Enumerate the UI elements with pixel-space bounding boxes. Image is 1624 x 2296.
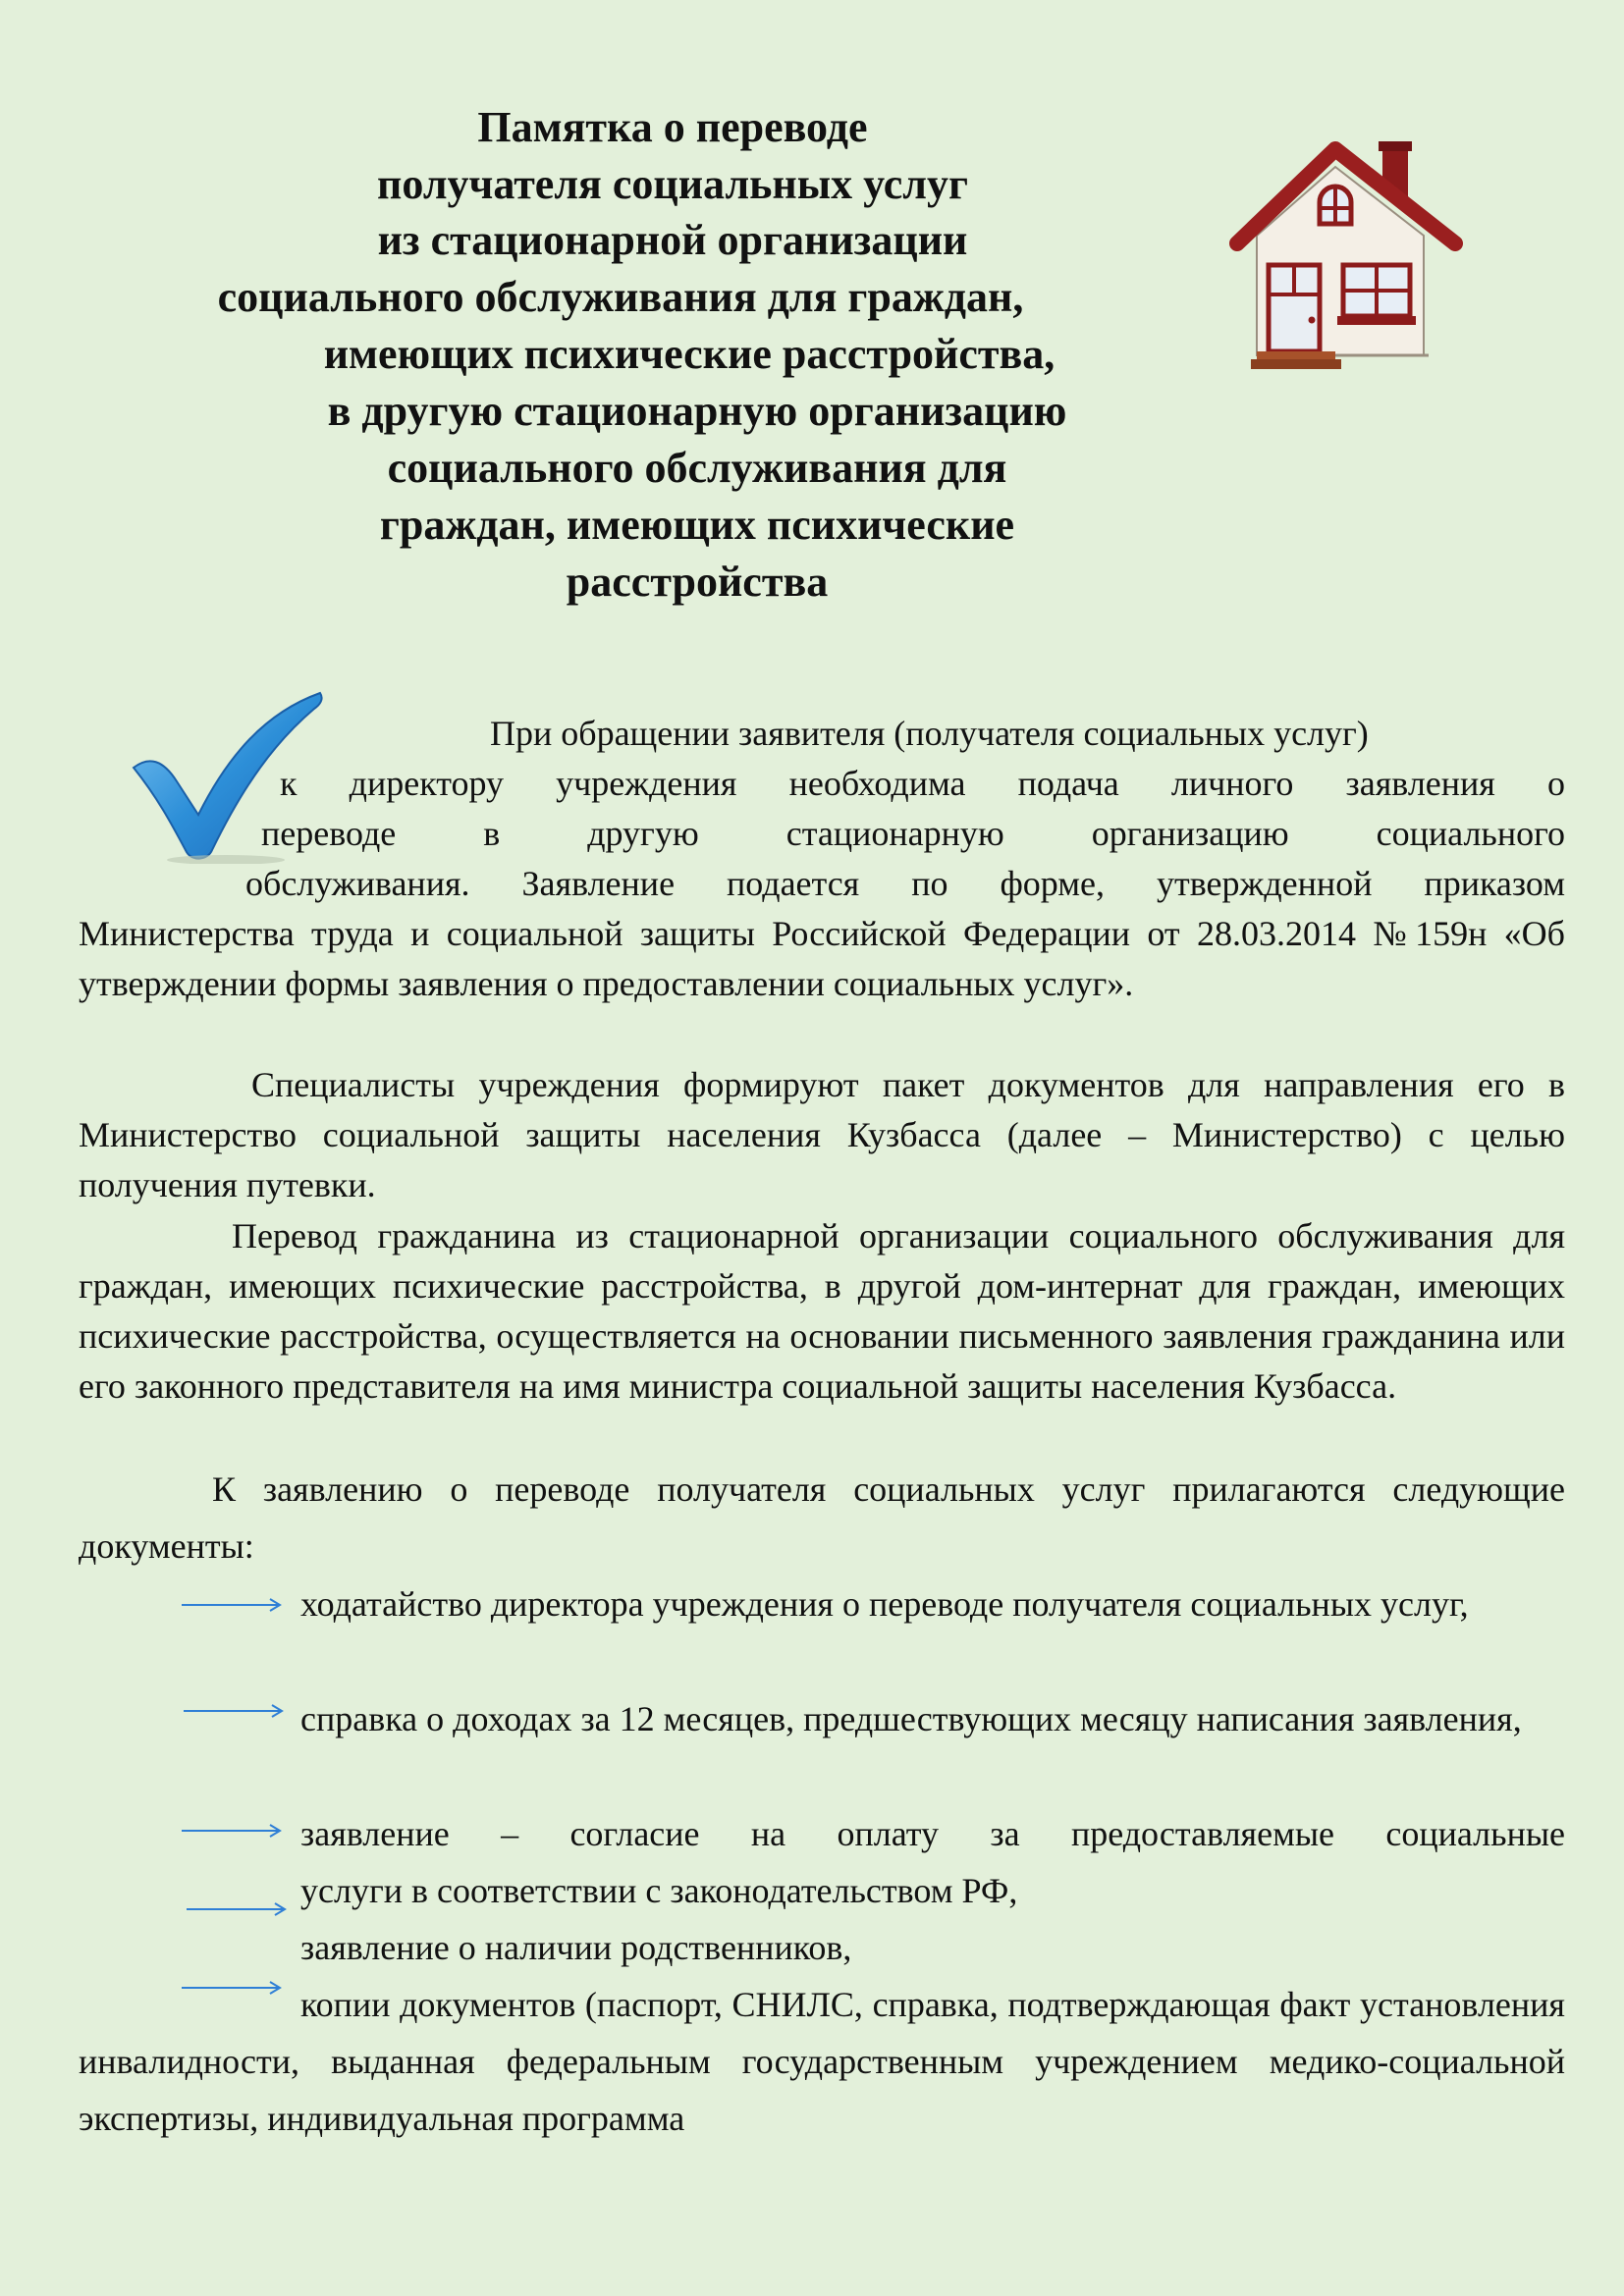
intro-paragraph-rest: Министерства труда и социальной защиты Российской Федерации от 28.03.2014 №159н «Об утверждении формы заявления о предоставлении социальных услуг». bbox=[79, 914, 1565, 1003]
arrow-right-icon bbox=[185, 1899, 293, 1919]
list-item-petition: ходатайство директора учреждения о переводе получателя социальных услуг, bbox=[300, 1584, 1469, 1624]
intro-line-2: к директору учреждения необходима подача личного заявления о bbox=[280, 764, 1565, 803]
list-item-consent-continued: услуги в соответствии с законодательством РФ, bbox=[300, 1871, 1018, 1910]
paragraph-specialists: Специалисты учреждения формируют пакет документов для направления его в Министерство социальной защиты населения Кузбасса (далее – Министерство) с целью получения путевки. bbox=[79, 1065, 1565, 1204]
title-line-4: социального обслуживания для граждан, bbox=[217, 273, 1024, 321]
paragraph-attachments: К заявлению о переводе получателя социальных услуг прилагаются следующие документы: bbox=[79, 1469, 1565, 1566]
intro-line-4: обслуживания. Заявление подается по форме, утвержденной приказом bbox=[245, 864, 1565, 903]
paragraph-transfer: Перевод гражданина из стационарной организации социального обслуживания для граждан, имеющих психические расстройства, в другой дом-интернат для граждан, имеющих психические расстройства, осуществляется на основании письменного заявления гражданина или его законного представителя на имя министра социальной защиты населения Кузбасса. bbox=[79, 1216, 1565, 1406]
title-line-5: имеющих психические расстройства, bbox=[323, 330, 1056, 378]
title-line-8: граждан, имеющих психические bbox=[379, 501, 1015, 549]
list-item-document-copies: копии документов (паспорт, СНИЛС, справка, подтверждающая факт установления инвалидности, выданная федеральным государственным учреждением медико-социальной экспертизы, индивидуальная программа bbox=[79, 1985, 1565, 2138]
title-line-3: из стационарной организации bbox=[377, 216, 968, 264]
title-line-2: получателя социальных услуг bbox=[377, 160, 968, 208]
title-line-7: социального обслуживания для bbox=[387, 444, 1007, 492]
title-line-9: расстройства bbox=[566, 558, 829, 606]
list-item-income-statement: справка о доходах за 12 месяцев, предшествующих месяцу написания заявления, bbox=[300, 1699, 1522, 1738]
title-line-1: Памятка о переводе bbox=[477, 103, 868, 151]
intro-line-3: переводе в другую стационарную организацию социального bbox=[261, 814, 1565, 853]
list-item-relatives: заявление о наличии родственников, bbox=[300, 1928, 852, 1967]
arrow-right-icon bbox=[180, 1821, 288, 1841]
intro-line-1: При обращении заявителя (получателя социальных услуг) bbox=[490, 714, 1369, 753]
list-item-consent: заявление – согласие на оплату за предоставляемые социальные bbox=[300, 1814, 1565, 1853]
title-line-6: в другую стационарную организацию bbox=[327, 387, 1067, 435]
house-icon bbox=[1227, 128, 1473, 373]
